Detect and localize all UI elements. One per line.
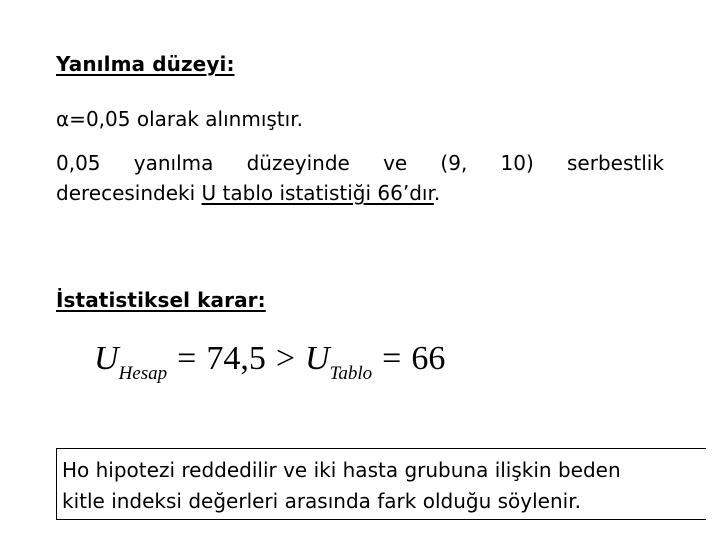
paragraph-line-2 xyxy=(56,178,664,208)
alpha-statement: α=0,05 olarak alınmıştır. xyxy=(56,107,303,131)
table-statistic-text: U tablo istatistiği 66’dır xyxy=(201,181,434,205)
paragraph-word: serbestlik xyxy=(567,151,664,175)
paragraph-word: 10) xyxy=(500,151,534,175)
conclusion-line-1: Ho hipotezi reddedilir ve iki hasta grubuna ilişkin beden xyxy=(62,458,621,482)
section-heading-statistical-decision: İstatistiksel karar: xyxy=(56,288,266,312)
paragraph-word: ve xyxy=(383,151,408,175)
formula-subscript-hesap: Hesap xyxy=(118,363,168,384)
formula-greater-than: > xyxy=(275,340,295,377)
paragraph-word: 0,05 xyxy=(56,151,101,175)
formula-subscript-tablo: Tablo xyxy=(329,363,373,384)
conclusion-line-2: kitle indeksi değerleri arasında fark olduğu söylenir. xyxy=(62,489,581,513)
paragraph-word: (9, xyxy=(440,151,468,175)
paragraph-suffix: . xyxy=(433,181,441,205)
section-heading-error-level: Yanılma düzeyi: xyxy=(56,52,235,76)
formula-equals: = xyxy=(382,340,402,377)
paragraph-prefix: derecesindeki xyxy=(56,181,202,205)
conclusion-box xyxy=(56,448,706,520)
critical-value-paragraph xyxy=(56,148,664,208)
paragraph-word: yanılma xyxy=(133,151,214,175)
paragraph-word: düzeyinde xyxy=(246,151,350,175)
formula-u-symbol: U xyxy=(305,340,330,377)
decision-formula xyxy=(94,340,445,385)
paragraph-line-1 xyxy=(56,148,664,178)
formula-value-hesap: 74,5 xyxy=(206,340,266,377)
formula-u-symbol: U xyxy=(94,340,119,377)
formula-value-tablo: 66 xyxy=(411,340,446,377)
formula-equals: = xyxy=(177,340,197,377)
